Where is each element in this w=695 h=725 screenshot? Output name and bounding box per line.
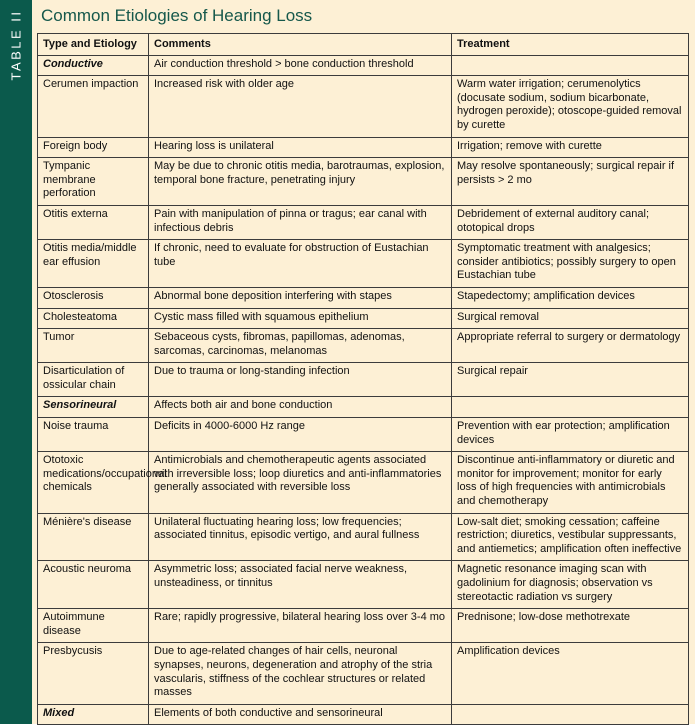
table-row xyxy=(38,643,689,704)
etiology-cell: Noise trauma xyxy=(38,418,149,452)
treatment-cell: Surgical repair xyxy=(452,363,689,397)
treatment-cell: Debridement of external auditory canal; ototopical drops xyxy=(452,205,689,239)
treatment-cell: Discontinue anti-inflammatory or diuretic and monitor for improvement; monitor for early loss of high frequencies with antimicrobials and chemotherapy xyxy=(452,452,689,513)
table-row xyxy=(38,287,689,308)
treatment-cell xyxy=(452,397,689,418)
treatment-cell: Surgical removal xyxy=(452,308,689,329)
table-row xyxy=(38,329,689,363)
etiology-cell: Cerumen impaction xyxy=(38,76,149,137)
etiology-cell: Otitis externa xyxy=(38,205,149,239)
treatment-cell xyxy=(452,704,689,725)
section-row xyxy=(38,55,689,76)
etiology-cell: Otitis media/middle ear effusion xyxy=(38,240,149,288)
section-row xyxy=(38,704,689,725)
table-row xyxy=(38,76,689,137)
comments-cell: Cystic mass filled with squamous epithelium xyxy=(149,308,452,329)
header-comments: Comments xyxy=(149,34,452,56)
etiology-cell: Disarticulation of ossicular chain xyxy=(38,363,149,397)
comments-cell: May be due to chronic otitis media, barotraumas, explosion, temporal bone fracture, penetrating injury xyxy=(149,158,452,206)
treatment-cell: Amplification devices xyxy=(452,643,689,704)
table-title: Common Etiologies of Hearing Loss xyxy=(41,6,313,25)
comments-cell: Abnormal bone deposition interfering with stapes xyxy=(149,287,452,308)
etiology-cell: Conductive xyxy=(38,55,149,76)
table-row xyxy=(38,158,689,206)
header-type-etiology: Type and Etiology xyxy=(38,34,149,56)
etiology-table xyxy=(37,33,689,725)
comments-cell: Affects both air and bone conduction xyxy=(149,397,452,418)
treatment-cell: May resolve spontaneously; surgical repair if persists > 2 mo xyxy=(452,158,689,206)
etiology-cell: Autoimmune disease xyxy=(38,609,149,643)
table-row xyxy=(38,363,689,397)
etiology-cell: Cholesteatoma xyxy=(38,308,149,329)
title-bar xyxy=(32,0,695,30)
comments-cell: Due to trauma or long-standing infection xyxy=(149,363,452,397)
treatment-cell: Stapedectomy; amplification devices xyxy=(452,287,689,308)
treatment-cell: Warm water irrigation; cerumenolytics (docusate sodium, sodium bicarbonate, hydrogen peroxide); otoscope-guided removal by curette xyxy=(452,76,689,137)
table-body xyxy=(38,55,689,725)
treatment-cell: Appropriate referral to surgery or dermatology xyxy=(452,329,689,363)
table-row xyxy=(38,205,689,239)
side-tab-label: TABLE II xyxy=(8,9,24,81)
etiology-cell: Ménière's disease xyxy=(38,513,149,561)
treatment-cell: Magnetic resonance imaging scan with gadolinium for diagnosis; observation vs stereotactic radiation vs surgery xyxy=(452,561,689,609)
table-row xyxy=(38,418,689,452)
table-row xyxy=(38,513,689,561)
header-treatment: Treatment xyxy=(452,34,689,56)
comments-cell: Elements of both conductive and sensorineural xyxy=(149,704,452,725)
treatment-cell: Low-salt diet; smoking cessation; caffeine restriction; diuretics, vestibular suppressants, and antiemetics; amplification often ineffective xyxy=(452,513,689,561)
comments-cell: Unilateral fluctuating hearing loss; low frequencies; associated tinnitus, episodic vertigo, and aural fullness xyxy=(149,513,452,561)
etiology-cell: Otosclerosis xyxy=(38,287,149,308)
comments-cell: If chronic, need to evaluate for obstruction of Eustachian tube xyxy=(149,240,452,288)
etiology-cell: Foreign body xyxy=(38,137,149,158)
etiology-cell: Presbycusis xyxy=(38,643,149,704)
treatment-cell: Prevention with ear protection; amplification devices xyxy=(452,418,689,452)
table-row xyxy=(38,137,689,158)
treatment-cell: Irrigation; remove with curette xyxy=(452,137,689,158)
side-tab xyxy=(0,0,32,724)
treatment-cell xyxy=(452,55,689,76)
comments-cell: Sebaceous cysts, fibromas, papillomas, adenomas, sarcomas, carcinomas, melanomas xyxy=(149,329,452,363)
table-row xyxy=(38,452,689,513)
etiology-cell: Acoustic neuroma xyxy=(38,561,149,609)
comments-cell: Increased risk with older age xyxy=(149,76,452,137)
etiology-cell: Ototoxic medications/occupational chemicals xyxy=(38,452,149,513)
comments-cell: Air conduction threshold > bone conduction threshold xyxy=(149,55,452,76)
section-row xyxy=(38,397,689,418)
table-header-row xyxy=(38,34,689,56)
etiology-cell: Sensorineural xyxy=(38,397,149,418)
comments-cell: Antimicrobials and chemotherapeutic agents associated with irreversible loss; loop diuretics and anti-inflammatories generally associated with reversible loss xyxy=(149,452,452,513)
table-row xyxy=(38,308,689,329)
etiology-cell: Tympanic membrane perforation xyxy=(38,158,149,206)
comments-cell: Hearing loss is unilateral xyxy=(149,137,452,158)
table-row xyxy=(38,240,689,288)
comments-cell: Rare; rapidly progressive, bilateral hearing loss over 3-4 mo xyxy=(149,609,452,643)
comments-cell: Asymmetric loss; associated facial nerve weakness, unsteadiness, or tinnitus xyxy=(149,561,452,609)
comments-cell: Pain with manipulation of pinna or tragus; ear canal with infectious debris xyxy=(149,205,452,239)
treatment-cell: Prednisone; low-dose methotrexate xyxy=(452,609,689,643)
etiology-cell: Mixed xyxy=(38,704,149,725)
comments-cell: Due to age-related changes of hair cells, neuronal synapses, neurons, degeneration and atrophy of the stria vascularis, stiffness of the cochlear structures or related masses xyxy=(149,643,452,704)
comments-cell: Deficits in 4000-6000 Hz range xyxy=(149,418,452,452)
table-row xyxy=(38,609,689,643)
table-row xyxy=(38,561,689,609)
etiology-cell: Tumor xyxy=(38,329,149,363)
treatment-cell: Symptomatic treatment with analgesics; consider antibiotics; possibly surgery to open Eustachian tube xyxy=(452,240,689,288)
